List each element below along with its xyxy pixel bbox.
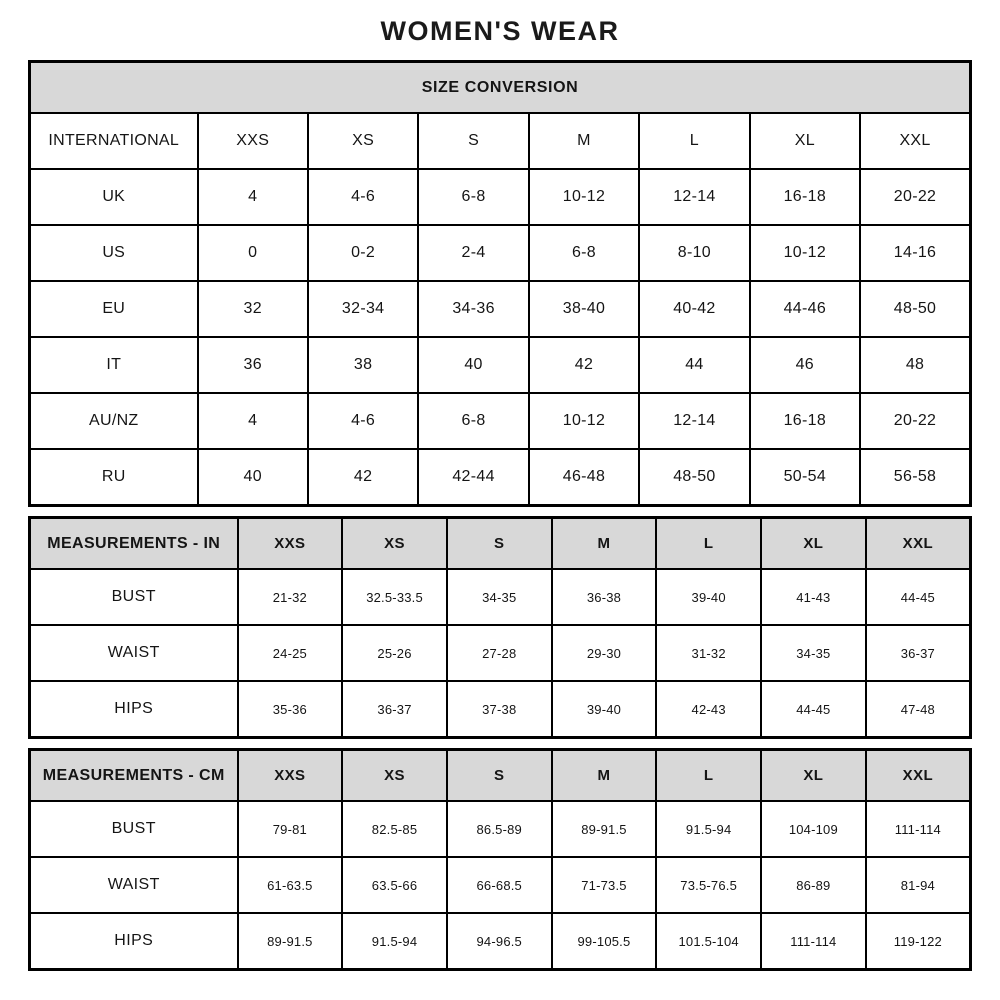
measurement-cell: 44-45 <box>866 569 971 625</box>
measurement-cell: 86.5-89 <box>447 801 552 857</box>
measurement-cell: 24-25 <box>238 625 343 681</box>
measurement-cell: 82.5-85 <box>342 801 447 857</box>
row-label-it: IT <box>30 337 198 393</box>
measurement-cell: 21-32 <box>238 569 343 625</box>
size-cell: 12-14 <box>639 169 749 225</box>
column-header-m: M <box>552 750 657 802</box>
measurement-cell: 63.5-66 <box>342 857 447 913</box>
measurement-cell: 73.5-76.5 <box>656 857 761 913</box>
measurement-cell: 41-43 <box>761 569 866 625</box>
column-header-xs: XS <box>342 750 447 802</box>
measurement-cell: 42-43 <box>656 681 761 738</box>
size-conversion-title-row <box>30 62 971 114</box>
measurement-cell: 36-37 <box>866 625 971 681</box>
table-row-bust-cm <box>30 801 971 857</box>
size-cell: 12-14 <box>639 393 749 449</box>
measurement-cell: 101.5-104 <box>656 913 761 970</box>
measurement-cell: 71-73.5 <box>552 857 657 913</box>
measurement-cell: 89-91.5 <box>238 913 343 970</box>
measurement-cell: 66-68.5 <box>447 857 552 913</box>
size-cell: 32-34 <box>308 281 418 337</box>
size-cell: 36 <box>198 337 308 393</box>
table-row-waist-cm <box>30 857 971 913</box>
measurements-cm-table <box>28 748 972 971</box>
measurement-cell: 37-38 <box>447 681 552 738</box>
column-header-l: L <box>656 518 761 570</box>
table-row-bust-in <box>30 569 971 625</box>
column-header-xs: XS <box>308 113 418 169</box>
column-header-xxs: XXS <box>238 518 343 570</box>
size-cell: 4-6 <box>308 393 418 449</box>
table-row-us <box>30 225 971 281</box>
column-header-s: S <box>447 518 552 570</box>
column-header-xs: XS <box>342 518 447 570</box>
column-header-measurements-cm: MEASUREMENTS - CM <box>30 750 238 802</box>
measurement-cell: 34-35 <box>447 569 552 625</box>
size-cell: 4 <box>198 169 308 225</box>
size-cell: 0 <box>198 225 308 281</box>
measurement-cell: 79-81 <box>238 801 343 857</box>
table-row-it <box>30 337 971 393</box>
column-header-s: S <box>418 113 528 169</box>
size-cell: 10-12 <box>529 169 639 225</box>
measurement-cell: 36-38 <box>552 569 657 625</box>
size-cell: 2-4 <box>418 225 528 281</box>
size-cell: 6-8 <box>418 393 528 449</box>
size-cell: 38 <box>308 337 418 393</box>
measurement-cell: 104-109 <box>761 801 866 857</box>
size-cell: 20-22 <box>860 393 970 449</box>
size-cell: 4-6 <box>308 169 418 225</box>
measurement-cell: 47-48 <box>866 681 971 738</box>
measurement-cell: 29-30 <box>552 625 657 681</box>
size-cell: 0-2 <box>308 225 418 281</box>
row-label-bust: BUST <box>30 801 238 857</box>
measurements-cm-header-row <box>30 750 971 802</box>
size-cell: 56-58 <box>860 449 970 506</box>
measurement-cell: 94-96.5 <box>447 913 552 970</box>
measurement-cell: 31-32 <box>656 625 761 681</box>
row-label-bust: BUST <box>30 569 238 625</box>
size-cell: 44-46 <box>750 281 860 337</box>
column-header-measurements-in: MEASUREMENTS - IN <box>30 518 238 570</box>
column-header-international: INTERNATIONAL <box>30 113 198 169</box>
size-cell: 38-40 <box>529 281 639 337</box>
size-cell: 8-10 <box>639 225 749 281</box>
size-cell: 34-36 <box>418 281 528 337</box>
row-label-uk: UK <box>30 169 198 225</box>
measurement-cell: 35-36 <box>238 681 343 738</box>
size-cell: 48-50 <box>639 449 749 506</box>
column-header-l: L <box>656 750 761 802</box>
measurement-cell: 111-114 <box>866 801 971 857</box>
size-cell: 48 <box>860 337 970 393</box>
size-cell: 6-8 <box>418 169 528 225</box>
size-cell: 32 <box>198 281 308 337</box>
size-cell: 42-44 <box>418 449 528 506</box>
size-cell: 6-8 <box>529 225 639 281</box>
column-header-xxl: XXL <box>860 113 970 169</box>
measurement-cell: 34-35 <box>761 625 866 681</box>
measurement-cell: 81-94 <box>866 857 971 913</box>
size-cell: 42 <box>308 449 418 506</box>
size-conversion-title: SIZE CONVERSION <box>30 62 971 114</box>
table-row-waist-in <box>30 625 971 681</box>
row-label-us: US <box>30 225 198 281</box>
column-header-xl: XL <box>761 750 866 802</box>
size-cell: 4 <box>198 393 308 449</box>
row-label-aunz: AU/NZ <box>30 393 198 449</box>
row-label-waist: WAIST <box>30 625 238 681</box>
column-header-xl: XL <box>761 518 866 570</box>
size-cell: 44 <box>639 337 749 393</box>
measurement-cell: 89-91.5 <box>552 801 657 857</box>
size-cell: 42 <box>529 337 639 393</box>
row-label-hips: HIPS <box>30 913 238 970</box>
measurement-cell: 39-40 <box>552 681 657 738</box>
table-row-aunz <box>30 393 971 449</box>
size-cell: 16-18 <box>750 393 860 449</box>
page-title: WOMEN'S WEAR <box>380 16 620 46</box>
size-cell: 16-18 <box>750 169 860 225</box>
size-cell: 40 <box>198 449 308 506</box>
column-header-xxs: XXS <box>238 750 343 802</box>
column-header-xxl: XXL <box>866 750 971 802</box>
table-row-hips-cm <box>30 913 971 970</box>
table-row-ru <box>30 449 971 506</box>
measurement-cell: 36-37 <box>342 681 447 738</box>
measurement-cell: 25-26 <box>342 625 447 681</box>
column-header-m: M <box>529 113 639 169</box>
size-cell: 46 <box>750 337 860 393</box>
measurement-cell: 119-122 <box>866 913 971 970</box>
measurements-in-header-row <box>30 518 971 570</box>
table-row-eu <box>30 281 971 337</box>
size-conversion-header-row <box>30 113 971 169</box>
row-label-waist: WAIST <box>30 857 238 913</box>
size-cell: 48-50 <box>860 281 970 337</box>
measurement-cell: 91.5-94 <box>656 801 761 857</box>
measurement-cell: 99-105.5 <box>552 913 657 970</box>
row-label-hips: HIPS <box>30 681 238 738</box>
row-label-ru: RU <box>30 449 198 506</box>
size-cell: 50-54 <box>750 449 860 506</box>
column-header-xxl: XXL <box>866 518 971 570</box>
measurement-cell: 86-89 <box>761 857 866 913</box>
measurement-cell: 44-45 <box>761 681 866 738</box>
column-header-m: M <box>552 518 657 570</box>
measurement-cell: 39-40 <box>656 569 761 625</box>
column-header-xxs: XXS <box>198 113 308 169</box>
measurement-cell: 32.5-33.5 <box>342 569 447 625</box>
table-row-uk <box>30 169 971 225</box>
column-header-s: S <box>447 750 552 802</box>
measurements-in-table <box>28 516 972 739</box>
measurement-cell: 61-63.5 <box>238 857 343 913</box>
size-cell: 40 <box>418 337 528 393</box>
size-cell: 46-48 <box>529 449 639 506</box>
size-cell: 20-22 <box>860 169 970 225</box>
row-label-eu: EU <box>30 281 198 337</box>
column-header-l: L <box>639 113 749 169</box>
table-row-hips-in <box>30 681 971 738</box>
size-cell: 10-12 <box>529 393 639 449</box>
size-cell: 40-42 <box>639 281 749 337</box>
size-cell: 10-12 <box>750 225 860 281</box>
column-header-xl: XL <box>750 113 860 169</box>
measurement-cell: 111-114 <box>761 913 866 970</box>
measurement-cell: 27-28 <box>447 625 552 681</box>
size-cell: 14-16 <box>860 225 970 281</box>
measurement-cell: 91.5-94 <box>342 913 447 970</box>
size-conversion-table <box>28 60 972 507</box>
